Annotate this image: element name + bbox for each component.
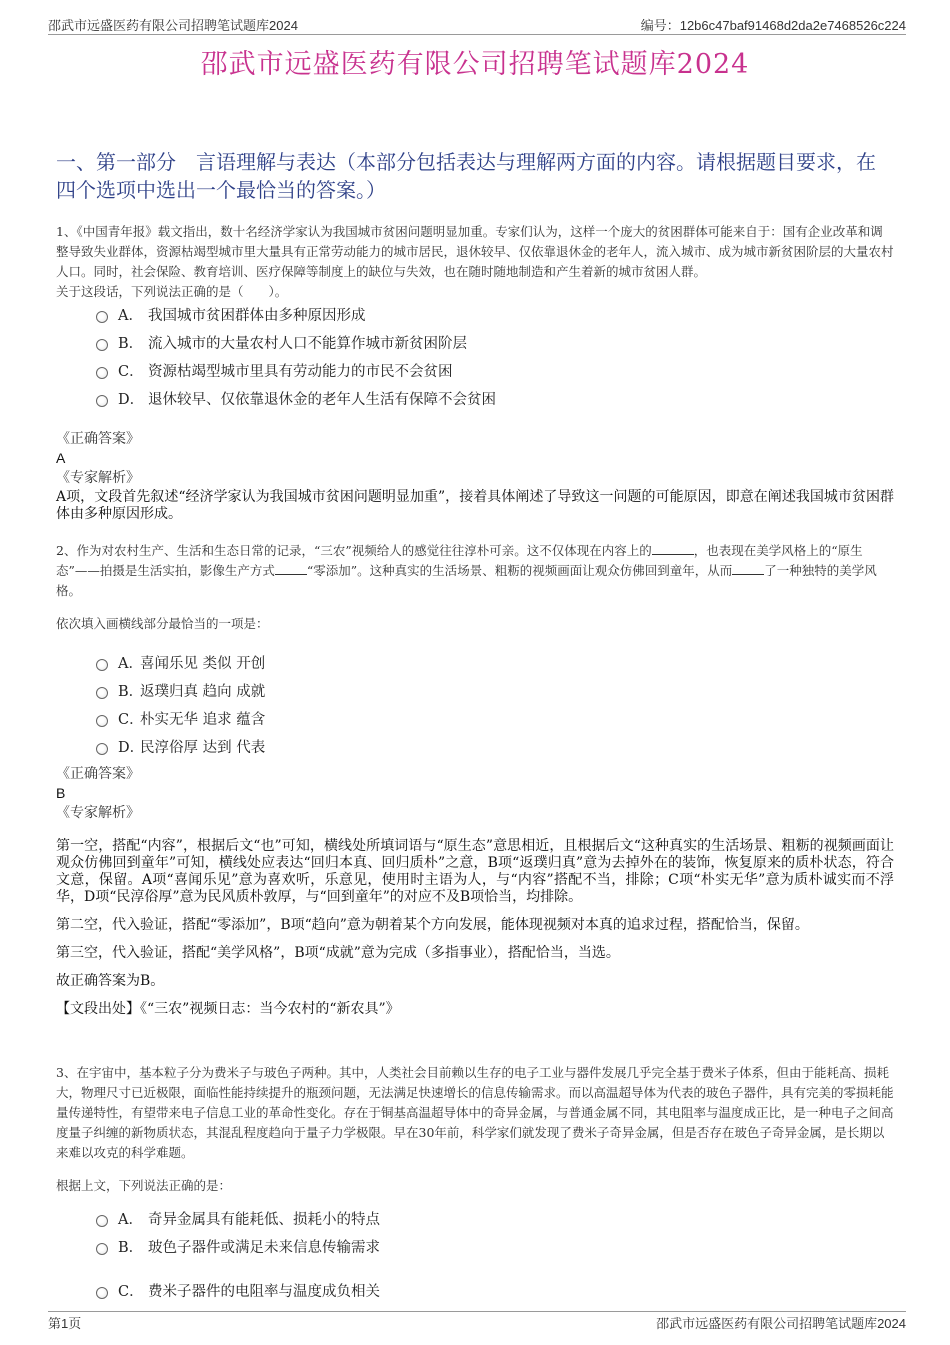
question-2-text-part: 了一种独特的美学风格。: [56, 563, 877, 598]
radio-button[interactable]: [96, 659, 108, 671]
option-text: 我国城市贫困群体由多种原因形成: [148, 308, 366, 324]
fill-blank: [732, 562, 764, 575]
option-text: 喜闻乐见 类似 开创: [140, 656, 266, 672]
radio-button[interactable]: [96, 1215, 108, 1227]
analysis-paragraph: 第一空，搭配“内容”，根据后文“也”可知，横线处所填词语与“原生态”意思相近，且根据后文“这种真实的生活场景、粗粝的视频画面让观众仿佛回到童年”可知，横线处应表达“回归本真、回归质朴”之意，B项“返璞归真”意为去掉外在的装饰，恢复原来的质朴状态，符合文意，保留。A项“喜闻乐见”意为喜欢听，乐意见，使用时主语为人，与“内容”搭配不当，排除；C项“朴实无华”意为质朴诚实而不浮华，D项“民淳俗厚”意为民风质朴敦厚，与“回到童年”的对应不及B项恰当，均排除。: [56, 838, 894, 905]
option-text: 返璞归真 趋向 成就: [140, 684, 266, 700]
question-2-text-part: ，也表现在美学风格上的“原生态”——拍摄是生活实拍，影像生产方式: [56, 543, 863, 578]
answer-value: A: [56, 450, 66, 466]
question-2-prompt: 依次填入画横线部分最恰当的一项是：: [56, 616, 269, 631]
radio-button[interactable]: [96, 743, 108, 755]
footer-divider: [48, 1311, 906, 1312]
option-text: 退休较早、仅依靠退休金的老年人生活有保障不会贫困: [148, 392, 496, 408]
option-letter: C．: [118, 712, 144, 728]
option-letter: B．: [118, 684, 144, 700]
header-code-value: 12b6c47baf91468d2da2e7468526c224: [679, 18, 906, 33]
radio-button[interactable]: [96, 687, 108, 699]
option-text: 玻色子器件或满足未来信息传输需求: [148, 1240, 380, 1256]
analysis-label: 《专家解析》: [56, 805, 140, 821]
analysis-paragraph: 第二空，代入验证，搭配“零添加”，B项“趋向”意为朝着某个方向发展，能体现视频对本真的追求过程，搭配恰当，保留。: [56, 917, 809, 933]
analysis-text: [56, 838, 894, 1029]
option-letter: A．: [118, 656, 143, 672]
radio-button[interactable]: [96, 311, 108, 323]
radio-button[interactable]: [96, 715, 108, 727]
answer-label: 《正确答案》: [56, 431, 140, 447]
option-letter: A．: [118, 308, 143, 324]
footer-doc-name: 邵武市远盛医药有限公司招聘笔试题库2024: [656, 1316, 906, 1331]
page-header: [48, 14, 906, 35]
analysis-text: A项，文段首先叙述“经济学家认为我国城市贫困问题明显加重”，接着具体阐述了导致这一问题的可能原因，即意在阐述我国城市贫困群体由多种原因形成。: [56, 489, 894, 522]
question-3-prompt: 根据上文，下列说法正确的是：: [56, 1178, 232, 1193]
page-title: 邵武市远盛医药有限公司招聘笔试题库2024: [200, 49, 750, 80]
answer-value: B: [56, 785, 66, 801]
option-letter: B．: [118, 1240, 144, 1256]
option-letter: D．: [118, 740, 145, 756]
header-code-label: 编号：: [640, 18, 680, 33]
question-2-text-part: “零添加”。这种真实的生活场景、粗粝的视频画面让观众仿佛回到童年，从而: [306, 563, 733, 578]
answer-label: 《正确答案》: [56, 766, 140, 782]
source-citation: 【文段出处】《“三农”视频日志：当今农村的“新农具”》: [56, 1001, 400, 1017]
section-heading: 一、第一部分 言语理解与表达（本部分包括表达与理解两方面的内容。请根据题目要求，在四个选项中选出一个最恰当的答案。）: [56, 150, 876, 202]
option-letter: D．: [118, 392, 145, 408]
analysis-paragraph: 第三空，代入验证，搭配“美学风格”，B项“成就”意为完成（多指事业），搭配恰当，当选。: [56, 945, 620, 961]
option-text: 费米子器件的电阻率与温度成负相关: [148, 1284, 380, 1300]
analysis-paragraph: 故正确答案为B。: [56, 973, 165, 989]
question-1-prompt: 关于这段话，下列说法正确的是（ ）。: [56, 284, 288, 299]
radio-button[interactable]: [96, 395, 108, 407]
header-doc-name: 邵武市远盛医药有限公司招聘笔试题库2024: [48, 18, 298, 33]
page-number: 第1页: [48, 1316, 82, 1331]
radio-button[interactable]: [96, 367, 108, 379]
fill-blank: [275, 562, 307, 575]
option-text: 流入城市的大量农村人口不能算作城市新贫困阶层: [148, 336, 467, 352]
option-text: 朴实无华 追求 蕴含: [140, 712, 266, 728]
question-2-text: [56, 541, 894, 601]
option-text: 民淳俗厚 达到 代表: [140, 740, 266, 756]
radio-button[interactable]: [96, 1243, 108, 1255]
question-3-text: 3、在宇宙中，基本粒子分为费米子与玻色子两种。其中，人类社会目前赖以生存的电子工业与器件发展几乎完全基于费米子体系，但由于能耗高、损耗大，物理尺寸已近极限，面临性能持续提升的瓶颈问题，无法满足快速增长的信息传输需求。而以高温超导体为代表的玻色子器件，具有完美的零损耗能量传递特性，有望带来电子信息工业的革命性变化。存在于铜基高温超导体中的奇异金属，与普通金属不同，其电阻率与温度成正比，是一种电子之间高度量子纠缠的新物质状态，其混乱程度趋向于量子力学极限。早在30年前，科学家们就发现了费米子奇异金属，但是否存在玻色子奇异金属，是长期以来难以攻克的科学难题。: [56, 1065, 894, 1160]
fill-blank: [652, 542, 694, 555]
radio-button[interactable]: [96, 339, 108, 351]
option-letter: A．: [118, 1212, 143, 1228]
analysis-label: 《专家解析》: [56, 470, 140, 486]
option-text: 奇异金属具有能耗低、损耗小的特点: [148, 1212, 380, 1228]
option-letter: C．: [118, 364, 144, 380]
question-2-text-part: 2、作为对农村生产、生活和生态日常的记录，“三农”视频给人的感觉往往淳朴可亲。这不仅体现在内容上的: [56, 543, 652, 558]
header-doc-code: [641, 15, 906, 34]
option-text: 资源枯竭型城市里具有劳动能力的市民不会贫困: [148, 364, 453, 380]
option-letter: B．: [118, 336, 144, 352]
option-letter: C．: [118, 1284, 144, 1300]
question-1-text: 1、《中国青年报》载文指出，数十名经济学家认为我国城市贫困问题明显加重。专家们认为，这样一个庞大的贫困群体可能来自于：国有企业改革和调整导致失业群体，资源枯竭型城市里大量具有正常劳动能力的城市居民，退休较早、仅依靠退休金的老年人，流入城市、成为城市新贫困阶层的大量农村人口。同时，社会保险、教育培训、医疗保障等制度上的缺位与失效，也在随时随地制造和产生着新的城市贫困人群。: [56, 224, 894, 279]
radio-button[interactable]: [96, 1287, 108, 1299]
